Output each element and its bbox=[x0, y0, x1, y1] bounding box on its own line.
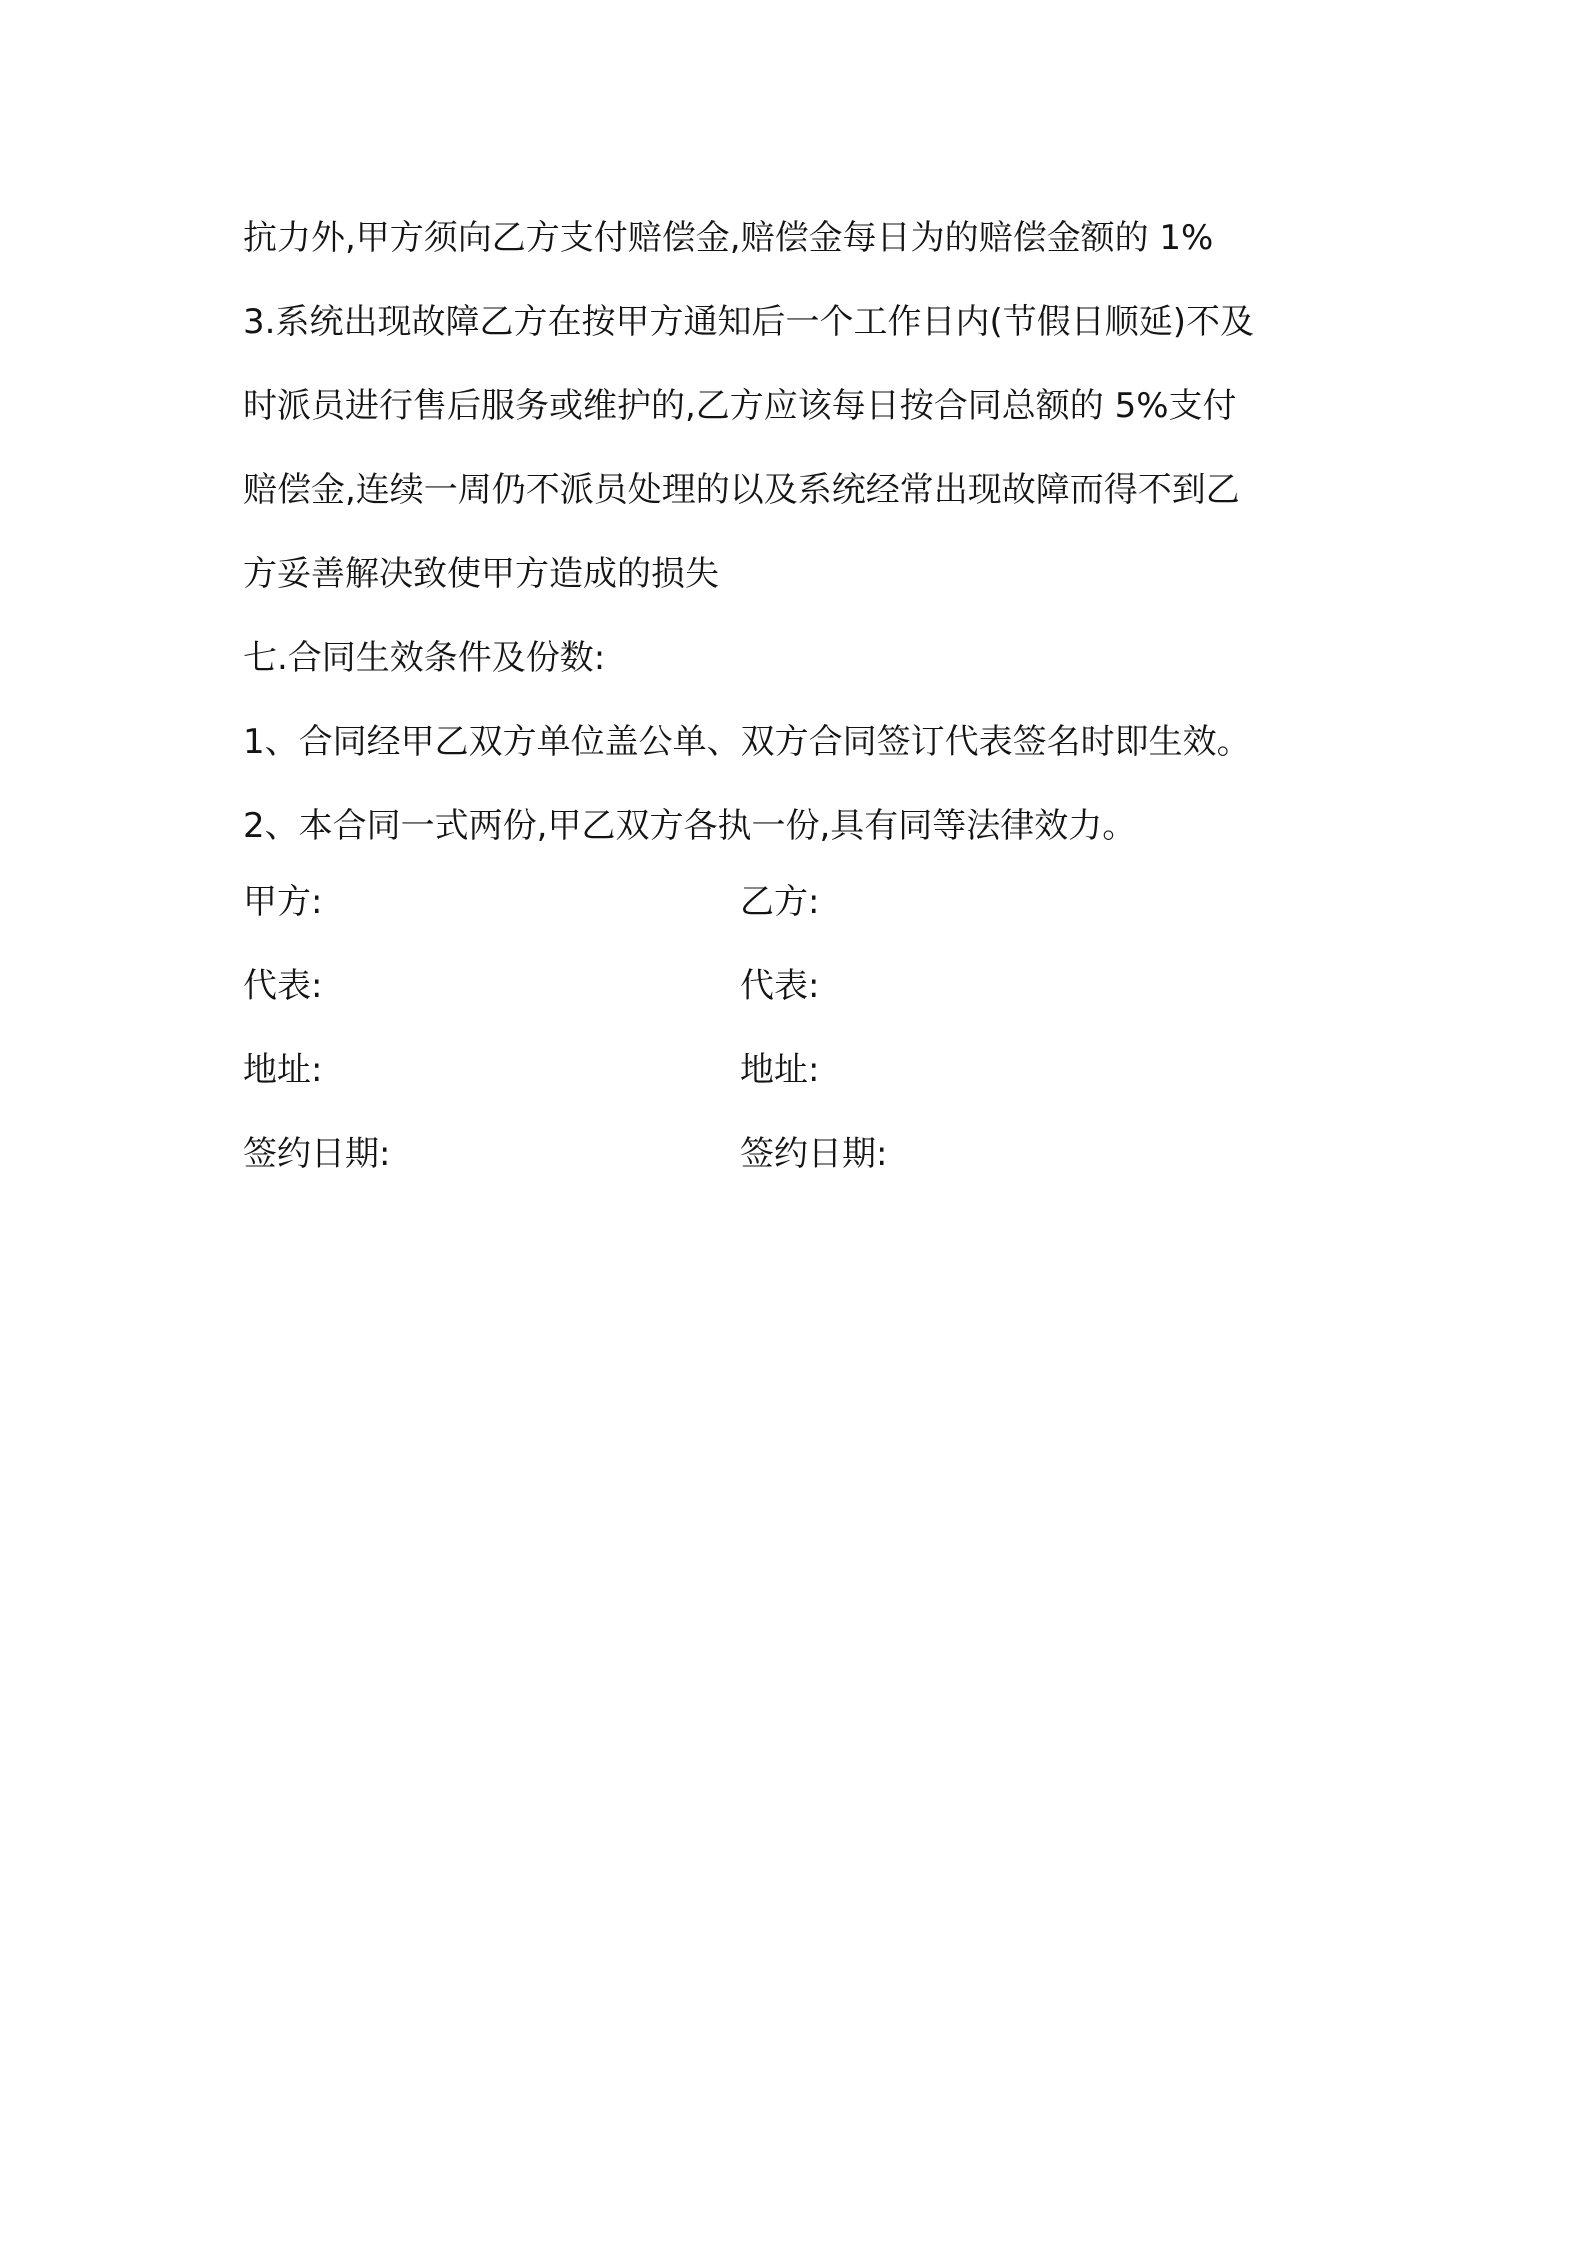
signature-row-date bbox=[243, 1112, 1243, 1196]
party-a-representative: 代表: bbox=[243, 966, 323, 1006]
paragraph-line: 方妥善解决致使甲方造成的损失 bbox=[243, 554, 719, 594]
signature-row-party bbox=[243, 860, 1243, 944]
paragraph-line: 抗力外,甲方须向乙方支付赔偿金,赔偿金每日为的赔偿金额的 1% bbox=[243, 218, 1214, 258]
paragraph-line: 时派员进行售后服务或维护的,乙方应该每日按合同总额的 5%支付 bbox=[243, 386, 1237, 426]
signature-row-address bbox=[243, 1028, 1243, 1112]
contract-body bbox=[243, 196, 1353, 868]
party-b-date: 签约日期: bbox=[740, 1134, 888, 1174]
party-a-label: 甲方: bbox=[243, 882, 323, 922]
clause-line: 2、本合同一式两份,甲乙双方各执一份,具有同等法律效力。 bbox=[243, 806, 1137, 846]
party-b-representative: 代表: bbox=[740, 966, 820, 1006]
paragraph-line: 3.系统出现故障乙方在按甲方通知后一个工作日内(节假日顺延)不及 bbox=[243, 302, 1254, 342]
signature-row-representative bbox=[243, 944, 1243, 1028]
party-b-address: 地址: bbox=[740, 1050, 820, 1090]
party-a-address: 地址: bbox=[243, 1050, 323, 1090]
party-a-date: 签约日期: bbox=[243, 1134, 391, 1174]
party-b-label: 乙方: bbox=[740, 882, 820, 922]
paragraph-line: 赔偿金,连续一周仍不派员处理的以及系统经常出现故障而得不到乙 bbox=[243, 470, 1240, 510]
signature-block bbox=[243, 860, 1243, 1196]
section-heading: 七.合同生效条件及份数: bbox=[243, 638, 606, 678]
clause-line: 1、合同经甲乙双方单位盖公单、双方合同签订代表签名时即生效。 bbox=[243, 722, 1251, 762]
